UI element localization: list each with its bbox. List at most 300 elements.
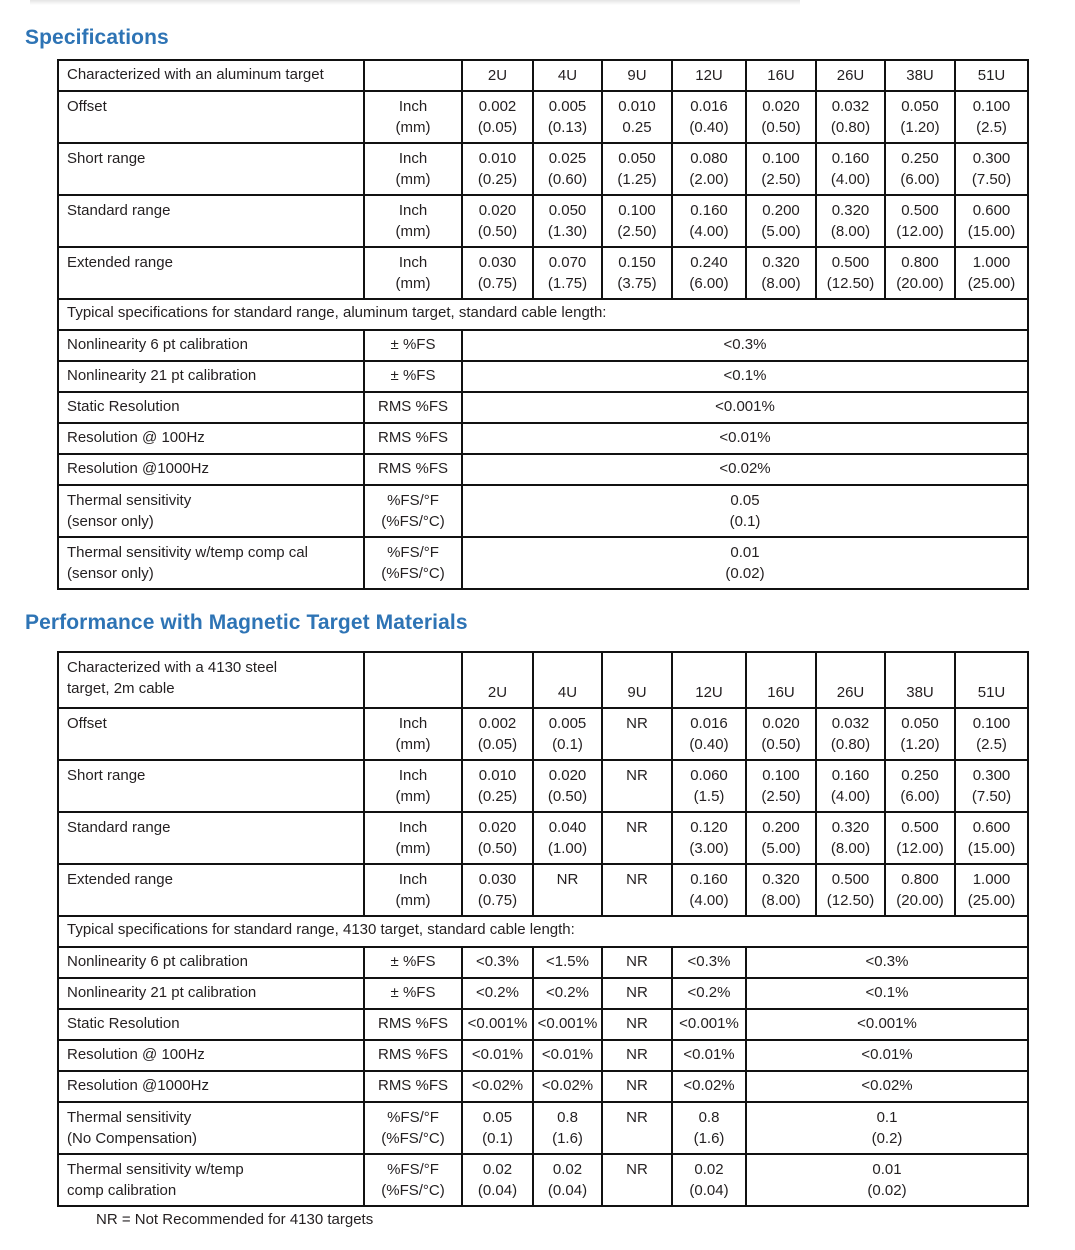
range-value-line: 0.200 [762,819,800,836]
range-value-line: (0.40) [689,736,729,753]
range-unit [364,195,462,247]
typical-unit [364,485,462,537]
typical-value-12u-line: <0.01% [683,1046,735,1063]
range-value [746,247,816,299]
typical-value-9u [602,1009,672,1040]
typical-value-16u-51u [746,1102,1028,1154]
range-value [672,760,746,812]
range-value-line: 0.25 [622,119,652,136]
range-value [885,195,955,247]
typical-unit-line: (%FS/°C) [381,1182,445,1199]
range-value-line: 0.070 [548,254,587,271]
typical-unit [364,361,462,392]
range-value-line: (0.1) [552,736,583,753]
range-value-line: 0.160 [831,767,870,784]
column-header-2u: 2U [462,60,533,91]
specifications-table [57,59,1029,590]
typical-value-12u [672,1154,746,1206]
typical-value-4u-line: <0.01% [541,1046,594,1063]
typical-value-12u-line: 0.8 [698,1109,720,1126]
typical-label [58,1154,364,1206]
footnote: NR = Not Recommended for 4130 targets [96,1211,374,1228]
range-value [885,91,955,143]
typical-label-line: Nonlinearity 6 pt calibration [67,336,248,353]
range-value-line: 0.002 [478,715,517,732]
typical-unit-line: ± %FS [390,984,436,1001]
column-header-2u: 2U [462,652,533,708]
typical-value-4u-line: <0.02% [541,1077,594,1094]
range-value-line: 0.100 [618,202,656,219]
typical-value-9u-line: NR [626,1161,648,1178]
typical-value-16u-51u-line: <0.02% [861,1077,913,1094]
range-row [58,864,1028,916]
range-value-line: (4.00) [689,892,729,909]
range-value [533,143,602,195]
range-value-line: 0.050 [548,202,587,219]
range-value-line: 0.005 [548,98,587,115]
range-value-line: (1.5) [693,788,725,805]
column-header-4u: 4U [533,60,602,91]
range-value [602,812,672,864]
range-unit [364,812,462,864]
range-unit [364,247,462,299]
typical-value-line: <0.02% [719,460,771,477]
typical-value-12u [672,978,746,1009]
range-value [462,247,533,299]
range-value [746,91,816,143]
range-value-line: (1.25) [617,171,657,188]
range-value-line: 0.160 [831,150,870,167]
range-unit-line: (mm) [395,788,431,805]
typical-value-16u-51u [746,1009,1028,1040]
typical-value [462,392,1028,423]
typical-value-2u [462,1102,533,1154]
range-unit [364,760,462,812]
range-unit-line: Inch [398,254,428,271]
typical-value-9u [602,1154,672,1206]
range-value-line: 0.320 [831,202,870,219]
range-value-line: 0.020 [548,767,587,784]
typical-value-9u-line: NR [626,1046,648,1063]
range-unit-line: Inch [398,150,428,167]
typical-value-16u-51u-line: (0.2) [871,1130,903,1147]
header-label [58,652,364,708]
range-value-line: NR [626,767,648,784]
range-value [746,760,816,812]
range-value-line: (2.50) [617,223,657,240]
range-label: Standard range [58,195,364,247]
range-value-line: 0.800 [901,254,939,271]
typical-value-9u-line: NR [626,1015,648,1032]
range-value-line: 0.016 [690,715,728,732]
typical-unit-line: ± %FS [390,336,436,353]
range-value [672,708,746,760]
typical-unit-line: RMS %FS [377,460,448,477]
typical-value-12u [672,1009,746,1040]
typical-unit [364,1154,462,1206]
typical-value-16u-51u-line: (0.02) [867,1182,907,1199]
range-value-line: (2.50) [761,171,801,188]
column-header-12u: 12U [672,652,746,708]
range-value-line: 0.250 [901,767,939,784]
range-value-line: (0.05) [477,736,518,753]
typical-row [58,454,1028,485]
range-value-line: (2.5) [976,736,1007,753]
range-value-line: (4.00) [830,788,871,805]
typical-value-16u-51u-line: <0.3% [865,953,909,970]
column-header-16u: 16U [746,652,816,708]
range-value-line: 0.050 [618,150,656,167]
range-row [58,247,1028,299]
range-value [533,195,602,247]
range-value-line: (6.00) [900,788,940,805]
typical-value-12u [672,1071,746,1102]
range-value-line: 0.030 [478,254,517,271]
range-value [533,247,602,299]
typical-value-16u-51u [746,1040,1028,1071]
typical-unit [364,392,462,423]
range-value-line: 0.100 [972,98,1011,115]
typical-label [58,392,364,423]
typical-row [58,1040,1028,1071]
range-value-line: (0.40) [689,119,729,136]
range-value-line: 0.500 [831,871,870,888]
typical-value-2u [462,1009,533,1040]
typical-label-line: Thermal sensitivity [67,492,192,509]
typical-note-row [58,299,1028,330]
range-value [955,247,1028,299]
range-value [955,195,1028,247]
typical-value-2u-line: 0.05 [482,1109,513,1126]
range-value [602,195,672,247]
magnetic-performance-table [57,651,1029,1207]
typical-value-line: 0.05 [730,492,760,509]
range-value-line: (1.20) [900,736,940,753]
typical-unit-line: %FS/°F [387,1109,439,1126]
typical-value-12u [672,1040,746,1071]
range-value-line: (0.13) [547,119,588,136]
range-value-line: NR [556,871,579,888]
range-value-line: 0.300 [972,767,1011,784]
range-value-line: 0.025 [548,150,587,167]
typical-unit-line: RMS %FS [377,398,448,415]
range-value [816,812,885,864]
typical-value-4u-line: <1.5% [546,953,589,970]
typical-unit-line: %FS/°F [387,492,439,509]
column-header-51u: 51U [955,60,1028,91]
typical-value-9u [602,1102,672,1154]
range-value-line: (8.00) [761,275,801,292]
range-value-line: (7.50) [971,171,1012,188]
range-value [462,195,533,247]
column-header-51u: 51U [955,652,1028,708]
typical-unit-line: ± %FS [390,367,436,384]
range-label: Short range [58,143,364,195]
typical-unit [364,978,462,1009]
typical-unit-line: (%FS/°C) [381,565,445,582]
range-unit-line: (mm) [395,892,431,909]
range-value [602,760,672,812]
typical-unit [364,423,462,454]
typical-label-line: Thermal sensitivity w/temp [67,1161,244,1178]
typical-row [58,485,1028,537]
typical-value-9u-line: NR [626,984,648,1001]
range-value-line: (1.30) [547,223,588,240]
magnetic-performance-heading: Performance with Magnetic Target Materials [25,611,468,634]
range-value-line: 0.500 [901,202,939,219]
range-value-line: (8.00) [761,892,801,909]
typical-row [58,978,1028,1009]
typical-value-4u-line: 0.02 [552,1161,583,1178]
column-header-26u: 26U [816,60,885,91]
typical-value-12u-line: 0.02 [694,1161,724,1178]
range-label: Short range [58,760,364,812]
range-unit [364,708,462,760]
typical-value-9u-line: NR [626,1077,648,1094]
header-row [58,652,1028,708]
range-value-line: (2.00) [689,171,729,188]
range-value [462,708,533,760]
range-value [816,760,885,812]
range-unit-line: Inch [398,715,428,732]
typical-value-2u-line: <0.01% [471,1046,524,1063]
typical-label-line: (sensor only) [67,513,154,530]
typical-label [58,1009,364,1040]
range-value-line: (4.00) [830,171,871,188]
range-value-line: 0.320 [831,819,870,836]
typical-unit [364,1102,462,1154]
header-label-line: Characterized with a 4130 steel [67,659,278,676]
range-row [58,708,1028,760]
range-value [816,143,885,195]
range-value [602,864,672,916]
range-value-line: 0.020 [762,715,800,732]
range-value-line: NR [626,871,648,888]
typical-label [58,1102,364,1154]
range-label: Offset [58,91,364,143]
range-unit-line: Inch [398,871,428,888]
typical-unit-line: RMS %FS [377,1077,448,1094]
typical-unit [364,1009,462,1040]
range-value [746,812,816,864]
range-value-line: 0.032 [831,715,870,732]
typical-value-2u-line: <0.02% [471,1077,524,1094]
header-row [58,60,1028,91]
typical-value-2u [462,978,533,1009]
range-value-line: 0.080 [690,150,728,167]
range-value-line: (0.75) [477,892,518,909]
typical-value-2u [462,1154,533,1206]
typical-value-4u [533,947,602,978]
range-value [462,760,533,812]
typical-unit-line: %FS/°F [387,544,439,561]
range-value [955,760,1028,812]
range-unit-line: (mm) [395,223,431,240]
header-unit-blank [364,60,462,91]
typical-value-9u [602,978,672,1009]
typical-row [58,392,1028,423]
range-value-line: NR [626,715,648,732]
typical-label [58,330,364,361]
range-label: Offset [58,708,364,760]
range-value-line: (6.00) [689,275,729,292]
range-value-line: (1.00) [547,840,588,857]
range-value-line: 0.016 [690,98,728,115]
typical-value-4u [533,1071,602,1102]
range-unit [364,91,462,143]
typical-value-2u-line: <0.001% [467,1015,528,1032]
typical-label-line: (No Compensation) [67,1130,198,1147]
range-value [885,760,955,812]
range-row [58,195,1028,247]
range-value [816,195,885,247]
typical-value-12u-line: <0.02% [683,1077,735,1094]
range-value-line: (8.00) [830,840,871,857]
range-value [462,812,533,864]
range-value [672,812,746,864]
range-unit-line: Inch [398,202,428,219]
range-value-line: (0.25) [477,171,518,188]
range-value-line: (8.00) [830,223,871,240]
range-value-line: 0.100 [762,150,800,167]
range-value [462,143,533,195]
specifications-heading: Specifications [25,26,169,49]
range-value-line: (0.75) [477,275,518,292]
typical-value-line: <0.001% [715,398,775,415]
range-value-line: 0.150 [618,254,656,271]
range-value-line: 0.100 [972,715,1011,732]
range-value-line: (0.50) [477,840,518,857]
typical-unit [364,454,462,485]
range-value [672,91,746,143]
typical-value-9u [602,947,672,978]
range-label: Extended range [58,864,364,916]
range-value-line: (0.50) [477,223,518,240]
typical-value-16u-51u-line: <0.01% [861,1046,913,1063]
range-value [602,91,672,143]
range-value-line: (5.00) [761,840,801,857]
typical-label [58,947,364,978]
range-value-line: 0.002 [478,98,517,115]
range-value-line: 0.060 [690,767,728,784]
range-value [602,143,672,195]
typical-value-12u [672,947,746,978]
range-value-line: 0.160 [690,202,728,219]
header-label-line: target, 2m cable [67,680,175,697]
typical-value-4u [533,1154,602,1206]
typical-unit [364,1040,462,1071]
range-value [746,864,816,916]
range-value [602,708,672,760]
range-value-line: 0.020 [478,819,517,836]
range-value-line: (25.00) [967,892,1016,909]
typical-label [58,485,364,537]
column-header-26u: 26U [816,652,885,708]
typical-label-line: comp calibration [67,1182,177,1199]
typical-row [58,423,1028,454]
range-unit-line: Inch [398,98,428,115]
range-value-line: 0.040 [548,819,587,836]
typical-row [58,537,1028,589]
range-value-line: 0.800 [901,871,939,888]
typical-row [58,330,1028,361]
typical-value-16u-51u [746,947,1028,978]
typical-value-12u-line: <0.001% [679,1015,739,1032]
typical-label-line: Resolution @1000Hz [67,1077,209,1094]
range-value [672,864,746,916]
typical-label [58,454,364,485]
typical-value-line: <0.01% [719,429,771,446]
range-value [533,708,602,760]
range-value-line: 0.100 [762,767,800,784]
column-header-12u: 12U [672,60,746,91]
typical-row [58,1009,1028,1040]
range-value-line: 0.050 [901,98,939,115]
typical-unit-line: (%FS/°C) [381,1130,445,1147]
range-unit-line: Inch [398,767,428,784]
typical-value-9u-line: NR [626,1109,648,1126]
typical-value-2u [462,1040,533,1071]
range-value [602,247,672,299]
typical-value-2u-line: 0.02 [482,1161,513,1178]
range-value-line: 1.000 [972,871,1011,888]
range-value [955,812,1028,864]
typical-value-12u-line: <0.3% [687,953,731,970]
typical-value-4u [533,978,602,1009]
typical-label-line: Nonlinearity 6 pt calibration [67,953,248,970]
range-value-line: (12.00) [896,223,944,240]
typical-value-line: <0.1% [723,367,767,384]
typical-value-line: (0.1) [729,513,761,530]
typical-value-4u-line: 0.8 [557,1109,578,1126]
range-value [462,864,533,916]
range-value-line: (20.00) [896,892,944,909]
range-value-line: 0.500 [901,819,939,836]
range-value-line: (1.20) [900,119,940,136]
range-value-line: (3.75) [617,275,657,292]
typical-row [58,1071,1028,1102]
range-value-line: (0.05) [477,119,518,136]
range-label: Standard range [58,812,364,864]
typical-value-2u [462,947,533,978]
range-value-line: 0.320 [762,254,800,271]
range-value-line: 0.160 [690,871,728,888]
range-value [672,195,746,247]
typical-unit [364,1071,462,1102]
typical-value-4u [533,1102,602,1154]
range-value [955,91,1028,143]
typical-value-4u-line: <0.001% [537,1015,598,1032]
range-value-line: (0.50) [761,119,801,136]
range-value-line: 0.300 [972,150,1011,167]
typical-unit-line: ± %FS [390,953,436,970]
range-value-line: 0.320 [762,871,800,888]
typical-label-line: Thermal sensitivity [67,1109,192,1126]
range-value-line: (0.50) [761,736,801,753]
typical-label-line: Resolution @1000Hz [67,460,209,477]
typical-label-line: Nonlinearity 21 pt calibration [67,984,257,1001]
range-unit [364,864,462,916]
range-value-line: (0.25) [477,788,518,805]
range-value-line: (12.00) [896,840,944,857]
typical-value-2u-line: (0.04) [477,1182,518,1199]
range-value [816,708,885,760]
typical-label-line: Resolution @ 100Hz [67,429,205,446]
range-value [955,143,1028,195]
typical-label [58,361,364,392]
typical-value-9u [602,1040,672,1071]
typical-value-4u-line: (0.04) [547,1182,588,1199]
